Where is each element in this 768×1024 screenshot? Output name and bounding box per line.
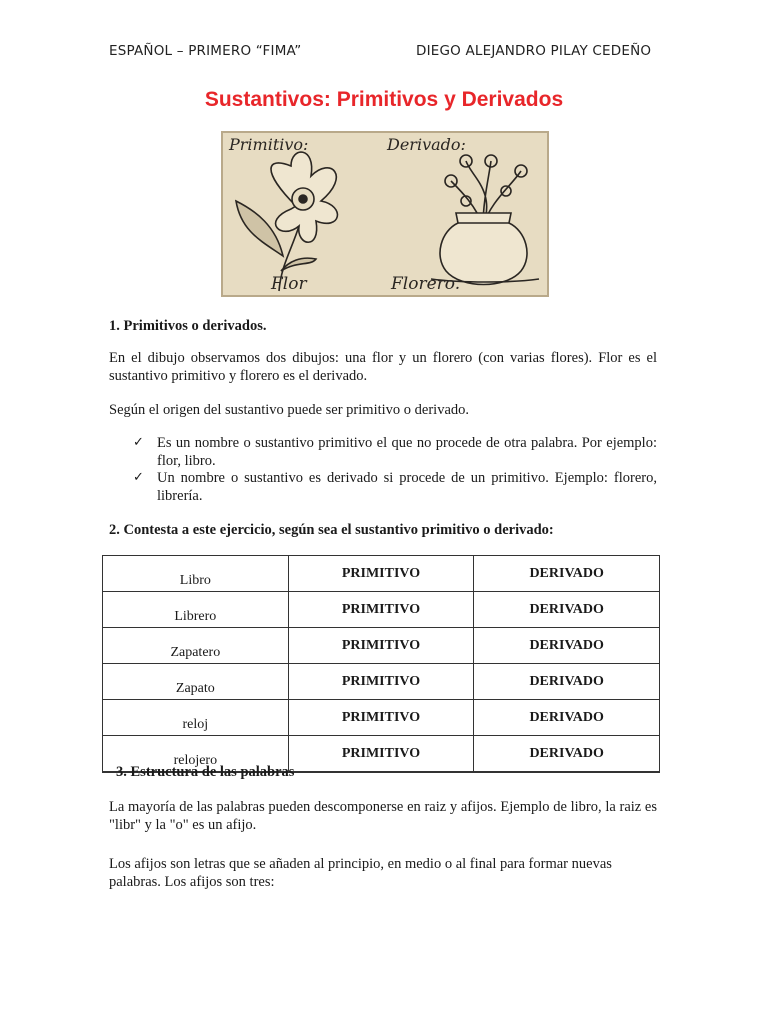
table-row <box>103 628 660 664</box>
option-derivado[interactable]: DERIVADO <box>474 556 660 592</box>
bullet-derivado <box>133 469 657 505</box>
section1-para1: En el dibujo observamos dos dibujos: una flor y un florero (con varias flores). Flor es el sustantivo primitivo y florero es el derivado. <box>109 350 657 384</box>
option-derivado[interactable]: DERIVADO <box>474 592 660 628</box>
checkmark-icon: ✓ <box>133 470 144 485</box>
word-cell: Libro <box>103 556 289 592</box>
option-derivado[interactable]: DERIVADO <box>474 628 660 664</box>
header-right: DIEGO ALEJANDRO PILAY CEDEÑO <box>416 43 652 59</box>
section1-para2: Según el origen del sustantivo puede ser primitivo o derivado. <box>109 402 470 418</box>
table-row <box>103 700 660 736</box>
option-derivado[interactable]: DERIVADO <box>474 664 660 700</box>
section3-para2: Los afijos son letras que se añaden al principio, en medio o al final para formar nuevas palabras. Los afijos son tres: <box>109 856 612 890</box>
caption-florero: Florero. <box>391 274 461 294</box>
option-derivado[interactable]: DERIVADO <box>474 736 660 773</box>
table-row <box>103 664 660 700</box>
section3-heading: 3. Estructura de las palabras <box>116 764 295 780</box>
table-row <box>103 556 660 592</box>
page-title: Sustantivos: Primitivos y Derivados <box>204 88 564 111</box>
bullet-text: Un nombre o sustantivo es derivado si procede de un primitivo. Ejemplo: florero, librería. <box>157 470 657 504</box>
section3-para1: La mayoría de las palabras pueden descomponerse en raiz y afijos. Ejemplo de libro, la raiz es "libr" y la "o" es un afijo. <box>109 799 657 833</box>
section1-heading: 1. Primitivos o derivados. <box>109 318 267 334</box>
exercise-table <box>102 555 660 773</box>
section2-heading: 2. Contesta a este ejercicio, según sea el sustantivo primitivo o derivado: <box>109 522 554 538</box>
header-left: ESPAÑOL – PRIMERO “FIMA” <box>109 43 302 59</box>
caption-flor: Flor <box>271 274 307 294</box>
bullet-primitivo <box>133 434 657 470</box>
checkmark-icon: ✓ <box>133 435 144 450</box>
table-row <box>103 592 660 628</box>
option-primitivo[interactable]: PRIMITIVO <box>288 700 474 736</box>
word-cell: reloj <box>103 700 289 736</box>
label-primitivo: Primitivo: <box>229 135 309 154</box>
option-primitivo[interactable]: PRIMITIVO <box>288 628 474 664</box>
flower-vase-illustration <box>221 131 549 297</box>
option-derivado[interactable]: DERIVADO <box>474 700 660 736</box>
option-primitivo[interactable]: PRIMITIVO <box>288 664 474 700</box>
option-primitivo[interactable]: PRIMITIVO <box>288 736 474 773</box>
label-derivado: Derivado: <box>387 135 466 154</box>
word-cell: Zapato <box>103 664 289 700</box>
bullet-text: Es un nombre o sustantivo primitivo el que no procede de otra palabra. Por ejemplo: flor, libro. <box>157 435 657 469</box>
option-primitivo[interactable]: PRIMITIVO <box>288 556 474 592</box>
option-primitivo[interactable]: PRIMITIVO <box>288 592 474 628</box>
word-cell: Librero <box>103 592 289 628</box>
word-cell: Zapatero <box>103 628 289 664</box>
word-cell: relojero <box>103 736 289 773</box>
